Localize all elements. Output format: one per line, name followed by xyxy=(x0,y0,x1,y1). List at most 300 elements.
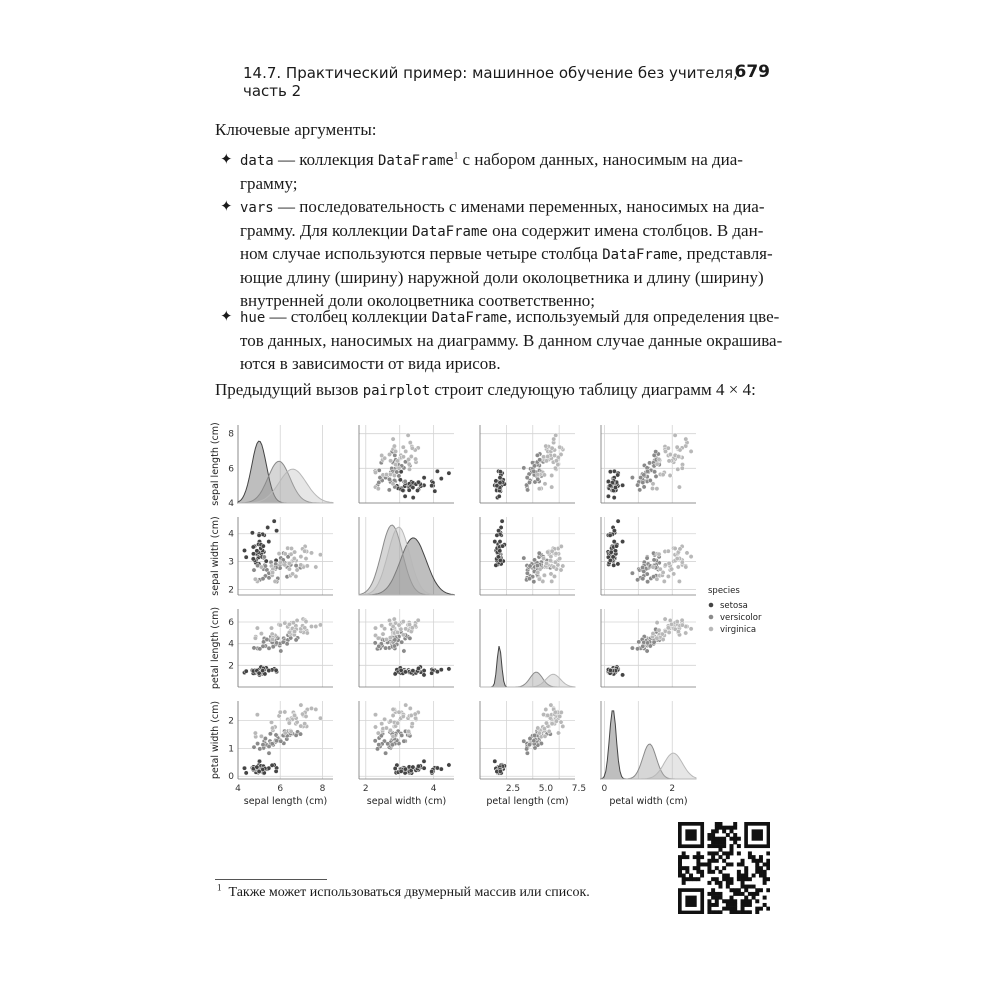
point-setosa xyxy=(498,476,502,480)
qr-module xyxy=(737,844,741,848)
point-virginica xyxy=(392,473,396,477)
qr-module xyxy=(763,877,767,881)
qr-module xyxy=(678,866,682,870)
qr-module xyxy=(748,910,752,914)
bullet-line: ющие длину (ширину) наружной доли околоцветника и длину (ширину) xyxy=(240,267,764,287)
qr-module xyxy=(707,910,711,914)
bullet-line: тов данных, наносимых на диаграмму. В данном случае данные окрашива- xyxy=(240,330,783,350)
point-virginica xyxy=(382,717,386,721)
point-virginica xyxy=(409,454,413,458)
qr-module xyxy=(737,870,741,874)
point-virginica xyxy=(689,449,693,453)
qr-module xyxy=(733,892,737,896)
point-virginica xyxy=(303,626,307,630)
point-virginica xyxy=(314,565,318,569)
point-virginica xyxy=(554,719,558,723)
point-setosa xyxy=(416,666,420,670)
qr-module xyxy=(693,877,697,881)
qr-module xyxy=(718,896,722,900)
qr-module xyxy=(730,881,734,885)
point-virginica xyxy=(676,629,680,633)
qr-module xyxy=(730,910,734,914)
point-virginica xyxy=(407,462,411,466)
point-virginica xyxy=(388,719,392,723)
point-virginica xyxy=(384,472,388,476)
point-versicolor xyxy=(408,636,412,640)
point-virginica xyxy=(289,546,293,550)
point-virginica xyxy=(318,716,322,720)
point-setosa xyxy=(274,529,278,533)
qr-module xyxy=(711,896,715,900)
point-virginica xyxy=(305,631,309,635)
point-virginica xyxy=(253,577,257,581)
point-virginica xyxy=(299,554,303,558)
point-virginica xyxy=(404,449,408,453)
point-virginica xyxy=(552,574,556,578)
point-versicolor xyxy=(373,641,377,645)
point-versicolor xyxy=(532,739,536,743)
point-virginica xyxy=(283,552,287,556)
point-virginica xyxy=(661,637,665,641)
qr-module xyxy=(759,859,763,863)
point-virginica xyxy=(673,433,677,437)
point-versicolor xyxy=(392,644,396,648)
qr-module xyxy=(718,870,722,874)
qr-module xyxy=(737,874,741,878)
point-versicolor xyxy=(535,453,539,457)
point-virginica xyxy=(393,449,397,453)
point-setosa xyxy=(620,539,624,543)
point-virginica xyxy=(410,446,414,450)
qr-module xyxy=(744,877,748,881)
point-setosa xyxy=(267,539,271,543)
qr-module xyxy=(730,896,734,900)
point-setosa xyxy=(498,539,502,543)
qr-module xyxy=(700,862,704,866)
point-virginica xyxy=(270,637,274,641)
qr-module xyxy=(759,866,763,870)
legend-marker-virginica xyxy=(709,627,714,632)
point-virginica xyxy=(556,731,560,735)
point-versicolor xyxy=(641,644,645,648)
point-virginica xyxy=(546,713,550,717)
qr-module xyxy=(748,855,752,859)
point-versicolor xyxy=(289,636,293,640)
running-header xyxy=(243,62,770,100)
point-virginica xyxy=(314,624,318,628)
qr-module xyxy=(707,837,711,841)
legend-title: species xyxy=(708,586,740,596)
point-setosa xyxy=(435,670,439,674)
point-virginica xyxy=(292,713,296,717)
text-span: она содержит имена столбцов. В дан- xyxy=(492,220,764,240)
y-tick-label: 6 xyxy=(228,618,234,628)
qr-module xyxy=(696,870,700,874)
qr-module xyxy=(678,855,682,859)
point-virginica xyxy=(416,618,420,622)
point-setosa xyxy=(272,519,276,523)
panel-background xyxy=(480,517,575,595)
qr-module xyxy=(748,903,752,907)
qr-module xyxy=(722,859,726,863)
point-versicolor xyxy=(538,458,542,462)
point-setosa xyxy=(393,766,397,770)
qr-module xyxy=(689,874,693,878)
point-virginica xyxy=(270,726,274,730)
point-setosa xyxy=(608,484,612,488)
qr-module xyxy=(748,851,752,855)
point-virginica xyxy=(373,713,377,717)
point-versicolor xyxy=(274,739,278,743)
point-virginica xyxy=(299,563,303,567)
point-setosa xyxy=(411,485,415,489)
qr-module xyxy=(722,877,726,881)
qr-module xyxy=(711,910,715,914)
qr-module xyxy=(737,910,741,914)
point-versicolor xyxy=(645,556,649,560)
point-versicolor xyxy=(527,743,531,747)
qr-module xyxy=(678,859,682,863)
point-virginica xyxy=(655,462,659,466)
text-span: Предыдущий вызов xyxy=(215,380,359,399)
bullet-line: ются в зависимости от вида ирисов. xyxy=(240,354,501,373)
point-virginica xyxy=(278,710,282,714)
qr-module xyxy=(685,866,689,870)
point-virginica xyxy=(561,724,565,728)
point-virginica xyxy=(309,624,313,628)
point-virginica xyxy=(558,714,562,718)
qr-module xyxy=(707,844,711,848)
qr-module xyxy=(759,870,763,874)
point-virginica xyxy=(678,547,682,551)
qr-module xyxy=(715,881,719,885)
point-setosa xyxy=(494,563,498,567)
chapter-title: 14.7. Практический пример: машинное обучение без учителя, часть 2 xyxy=(243,64,738,100)
point-versicolor xyxy=(527,480,531,484)
point-virginica xyxy=(401,619,405,623)
legend-entry-setosa: setosa xyxy=(720,601,748,611)
bullet-line: внутренней доли околоцветника соответственно; xyxy=(240,291,596,310)
qr-module xyxy=(696,855,700,859)
qr-module xyxy=(755,892,759,896)
point-virginica xyxy=(273,579,277,583)
point-virginica xyxy=(544,721,548,725)
point-versicolor xyxy=(638,475,642,479)
point-setosa xyxy=(416,764,420,768)
point-versicolor xyxy=(402,649,406,653)
point-versicolor xyxy=(294,638,298,642)
point-setosa xyxy=(447,763,451,767)
point-virginica xyxy=(550,579,554,583)
point-versicolor xyxy=(265,637,269,641)
point-virginica xyxy=(675,445,679,449)
point-virginica xyxy=(391,482,395,486)
point-setosa xyxy=(403,670,407,674)
point-virginica xyxy=(287,630,291,634)
point-setosa xyxy=(416,480,420,484)
point-versicolor xyxy=(274,733,278,737)
qr-module xyxy=(737,851,741,855)
point-virginica xyxy=(550,473,554,477)
point-virginica xyxy=(651,482,655,486)
bullet-line xyxy=(240,219,780,243)
point-virginica xyxy=(289,729,293,733)
point-virginica xyxy=(541,712,545,716)
point-virginica xyxy=(314,707,318,711)
qr-module xyxy=(741,874,745,878)
qr-module xyxy=(711,888,715,892)
qr-module xyxy=(685,877,689,881)
point-virginica xyxy=(559,544,563,548)
point-setosa xyxy=(422,668,426,672)
point-virginica xyxy=(255,713,259,717)
qr-module xyxy=(730,862,734,866)
qr-module xyxy=(752,874,756,878)
code-hue: hue xyxy=(240,310,266,326)
point-virginica xyxy=(391,734,395,738)
qr-module xyxy=(718,855,722,859)
point-versicolor xyxy=(654,450,658,454)
qr-module xyxy=(744,910,748,914)
point-versicolor xyxy=(261,743,265,747)
point-virginica xyxy=(253,636,257,640)
qr-module xyxy=(722,829,726,833)
point-virginica xyxy=(395,630,399,634)
point-setosa xyxy=(493,759,497,763)
point-virginica xyxy=(541,556,545,560)
qr-module xyxy=(744,896,748,900)
y-tick-label: 2 xyxy=(228,716,234,727)
point-virginica xyxy=(668,452,672,456)
point-virginica xyxy=(294,574,298,578)
point-versicolor xyxy=(252,568,256,572)
qr-module xyxy=(700,870,704,874)
qr-module xyxy=(707,892,711,896)
point-virginica xyxy=(283,710,287,714)
point-versicolor xyxy=(645,649,649,653)
point-setosa xyxy=(616,519,620,523)
qr-module xyxy=(755,859,759,863)
qr-module xyxy=(700,874,704,878)
point-setosa xyxy=(616,562,620,566)
point-versicolor xyxy=(258,747,262,751)
qr-finder xyxy=(685,829,696,840)
point-versicolor xyxy=(522,556,526,560)
point-virginica xyxy=(680,623,684,627)
y-axis-label: petal width (cm) xyxy=(210,700,221,780)
point-virginica xyxy=(554,551,558,555)
qr-module xyxy=(696,862,700,866)
point-virginica xyxy=(269,626,273,630)
point-versicolor xyxy=(524,747,528,751)
qr-module xyxy=(752,855,756,859)
point-virginica xyxy=(318,553,322,557)
point-virginica xyxy=(392,617,396,621)
qr-module xyxy=(696,866,700,870)
y-tick-label: 4 xyxy=(228,499,234,509)
point-virginica xyxy=(295,720,299,724)
qr-module xyxy=(711,837,715,841)
qr-module xyxy=(711,855,715,859)
point-setosa xyxy=(447,471,451,475)
qr-module xyxy=(707,881,711,885)
qr-module xyxy=(733,837,737,841)
x-axis-label: sepal width (cm) xyxy=(366,796,447,807)
qr-module xyxy=(730,903,734,907)
qr-module xyxy=(741,877,745,881)
point-virginica xyxy=(558,445,562,449)
qr-module xyxy=(726,874,730,878)
point-virginica xyxy=(544,707,548,711)
qr-module xyxy=(718,881,722,885)
code-pairplot: pairplot xyxy=(362,383,431,399)
point-virginica xyxy=(410,722,414,726)
point-versicolor xyxy=(630,571,634,575)
point-virginica xyxy=(406,729,410,733)
qr-module xyxy=(707,866,711,870)
point-virginica xyxy=(553,560,557,564)
point-versicolor xyxy=(263,736,267,740)
point-virginica xyxy=(536,472,540,476)
point-virginica xyxy=(676,565,680,569)
qr-module xyxy=(766,866,770,870)
point-virginica xyxy=(303,722,307,726)
point-versicolor xyxy=(400,640,404,644)
qr-module xyxy=(733,899,737,903)
point-versicolor xyxy=(400,733,404,737)
point-versicolor xyxy=(525,751,529,755)
point-virginica xyxy=(391,707,395,711)
point-setosa xyxy=(261,544,265,548)
point-versicolor xyxy=(525,488,529,492)
qr-module xyxy=(741,910,745,914)
qr-module xyxy=(759,888,763,892)
qr-module xyxy=(722,826,726,830)
point-virginica xyxy=(384,726,388,730)
point-virginica xyxy=(404,703,408,707)
bullet-star-icon: ✦ xyxy=(220,309,233,325)
point-setosa xyxy=(244,555,248,559)
point-setosa xyxy=(250,531,254,535)
bullet-line: грамму; xyxy=(240,173,298,193)
point-virginica xyxy=(401,445,405,449)
qr-module xyxy=(766,907,770,911)
point-versicolor xyxy=(383,751,387,755)
point-virginica xyxy=(407,467,411,471)
page-number: 679 xyxy=(734,62,770,82)
y-tick-label: 6 xyxy=(228,464,234,475)
point-versicolor xyxy=(279,649,283,653)
point-setosa xyxy=(422,759,426,763)
point-setosa xyxy=(415,488,419,492)
point-versicolor xyxy=(645,469,649,473)
qr-module xyxy=(718,844,722,848)
y-tick-label: 2 xyxy=(228,661,234,672)
point-versicolor xyxy=(635,483,639,487)
footnote-ref: 1 xyxy=(453,150,459,161)
point-virginica xyxy=(295,568,299,572)
point-virginica xyxy=(667,459,671,463)
qr-module xyxy=(741,862,745,866)
qr-module xyxy=(730,837,734,841)
point-setosa xyxy=(274,668,278,672)
qr-module xyxy=(730,826,734,830)
code-vars: vars xyxy=(240,200,274,216)
point-virginica xyxy=(299,703,303,707)
qr-module xyxy=(752,859,756,863)
qr-module xyxy=(766,851,770,855)
point-virginica xyxy=(680,560,684,564)
point-versicolor xyxy=(532,580,536,584)
qr-module xyxy=(715,910,719,914)
point-virginica xyxy=(269,720,273,724)
point-virginica xyxy=(655,577,659,581)
point-setosa xyxy=(411,669,415,673)
qr-module xyxy=(722,899,726,903)
point-versicolor xyxy=(537,551,541,555)
point-virginica xyxy=(309,706,313,710)
point-versicolor xyxy=(532,469,536,473)
point-setosa xyxy=(430,484,434,488)
qr-module xyxy=(733,903,737,907)
point-setosa xyxy=(498,558,502,562)
x-axis-label: sepal length (cm) xyxy=(243,796,328,807)
point-virginica xyxy=(554,459,558,463)
qr-module xyxy=(715,892,719,896)
qr-module xyxy=(711,903,715,907)
point-setosa xyxy=(612,495,616,499)
point-versicolor xyxy=(403,479,407,483)
point-versicolor xyxy=(294,563,298,567)
qr-module xyxy=(696,859,700,863)
y-axis-label: petal length (cm) xyxy=(210,606,221,690)
footnote-mark: 1 xyxy=(217,882,222,893)
point-virginica xyxy=(388,459,392,463)
qr-module xyxy=(715,826,719,830)
point-setosa xyxy=(255,765,259,769)
qr-module xyxy=(733,910,737,914)
x-tick-label: 2 xyxy=(669,784,676,794)
qr-module xyxy=(722,844,726,848)
point-virginica xyxy=(373,470,377,474)
point-setosa xyxy=(403,494,407,498)
point-setosa xyxy=(620,673,624,677)
point-virginica xyxy=(550,722,554,726)
point-setosa xyxy=(433,489,437,493)
qr-module xyxy=(741,885,745,889)
qr-module xyxy=(718,822,722,826)
qr-module xyxy=(763,896,767,900)
point-setosa xyxy=(612,563,616,567)
point-versicolor xyxy=(390,743,394,747)
point-virginica xyxy=(384,637,388,641)
point-virginica xyxy=(544,459,548,463)
point-virginica xyxy=(388,728,392,732)
point-versicolor xyxy=(528,564,532,568)
qr-module xyxy=(711,840,715,844)
point-setosa xyxy=(430,769,434,773)
point-virginica xyxy=(388,636,392,640)
point-virginica xyxy=(283,731,287,735)
point-virginica xyxy=(401,455,405,459)
point-versicolor xyxy=(635,647,639,651)
footnote xyxy=(217,882,590,901)
qr-module xyxy=(744,888,748,892)
x-tick-label: 5.0 xyxy=(538,784,554,794)
qr-module xyxy=(678,862,682,866)
point-virginica xyxy=(559,720,563,724)
qr-module xyxy=(715,851,719,855)
